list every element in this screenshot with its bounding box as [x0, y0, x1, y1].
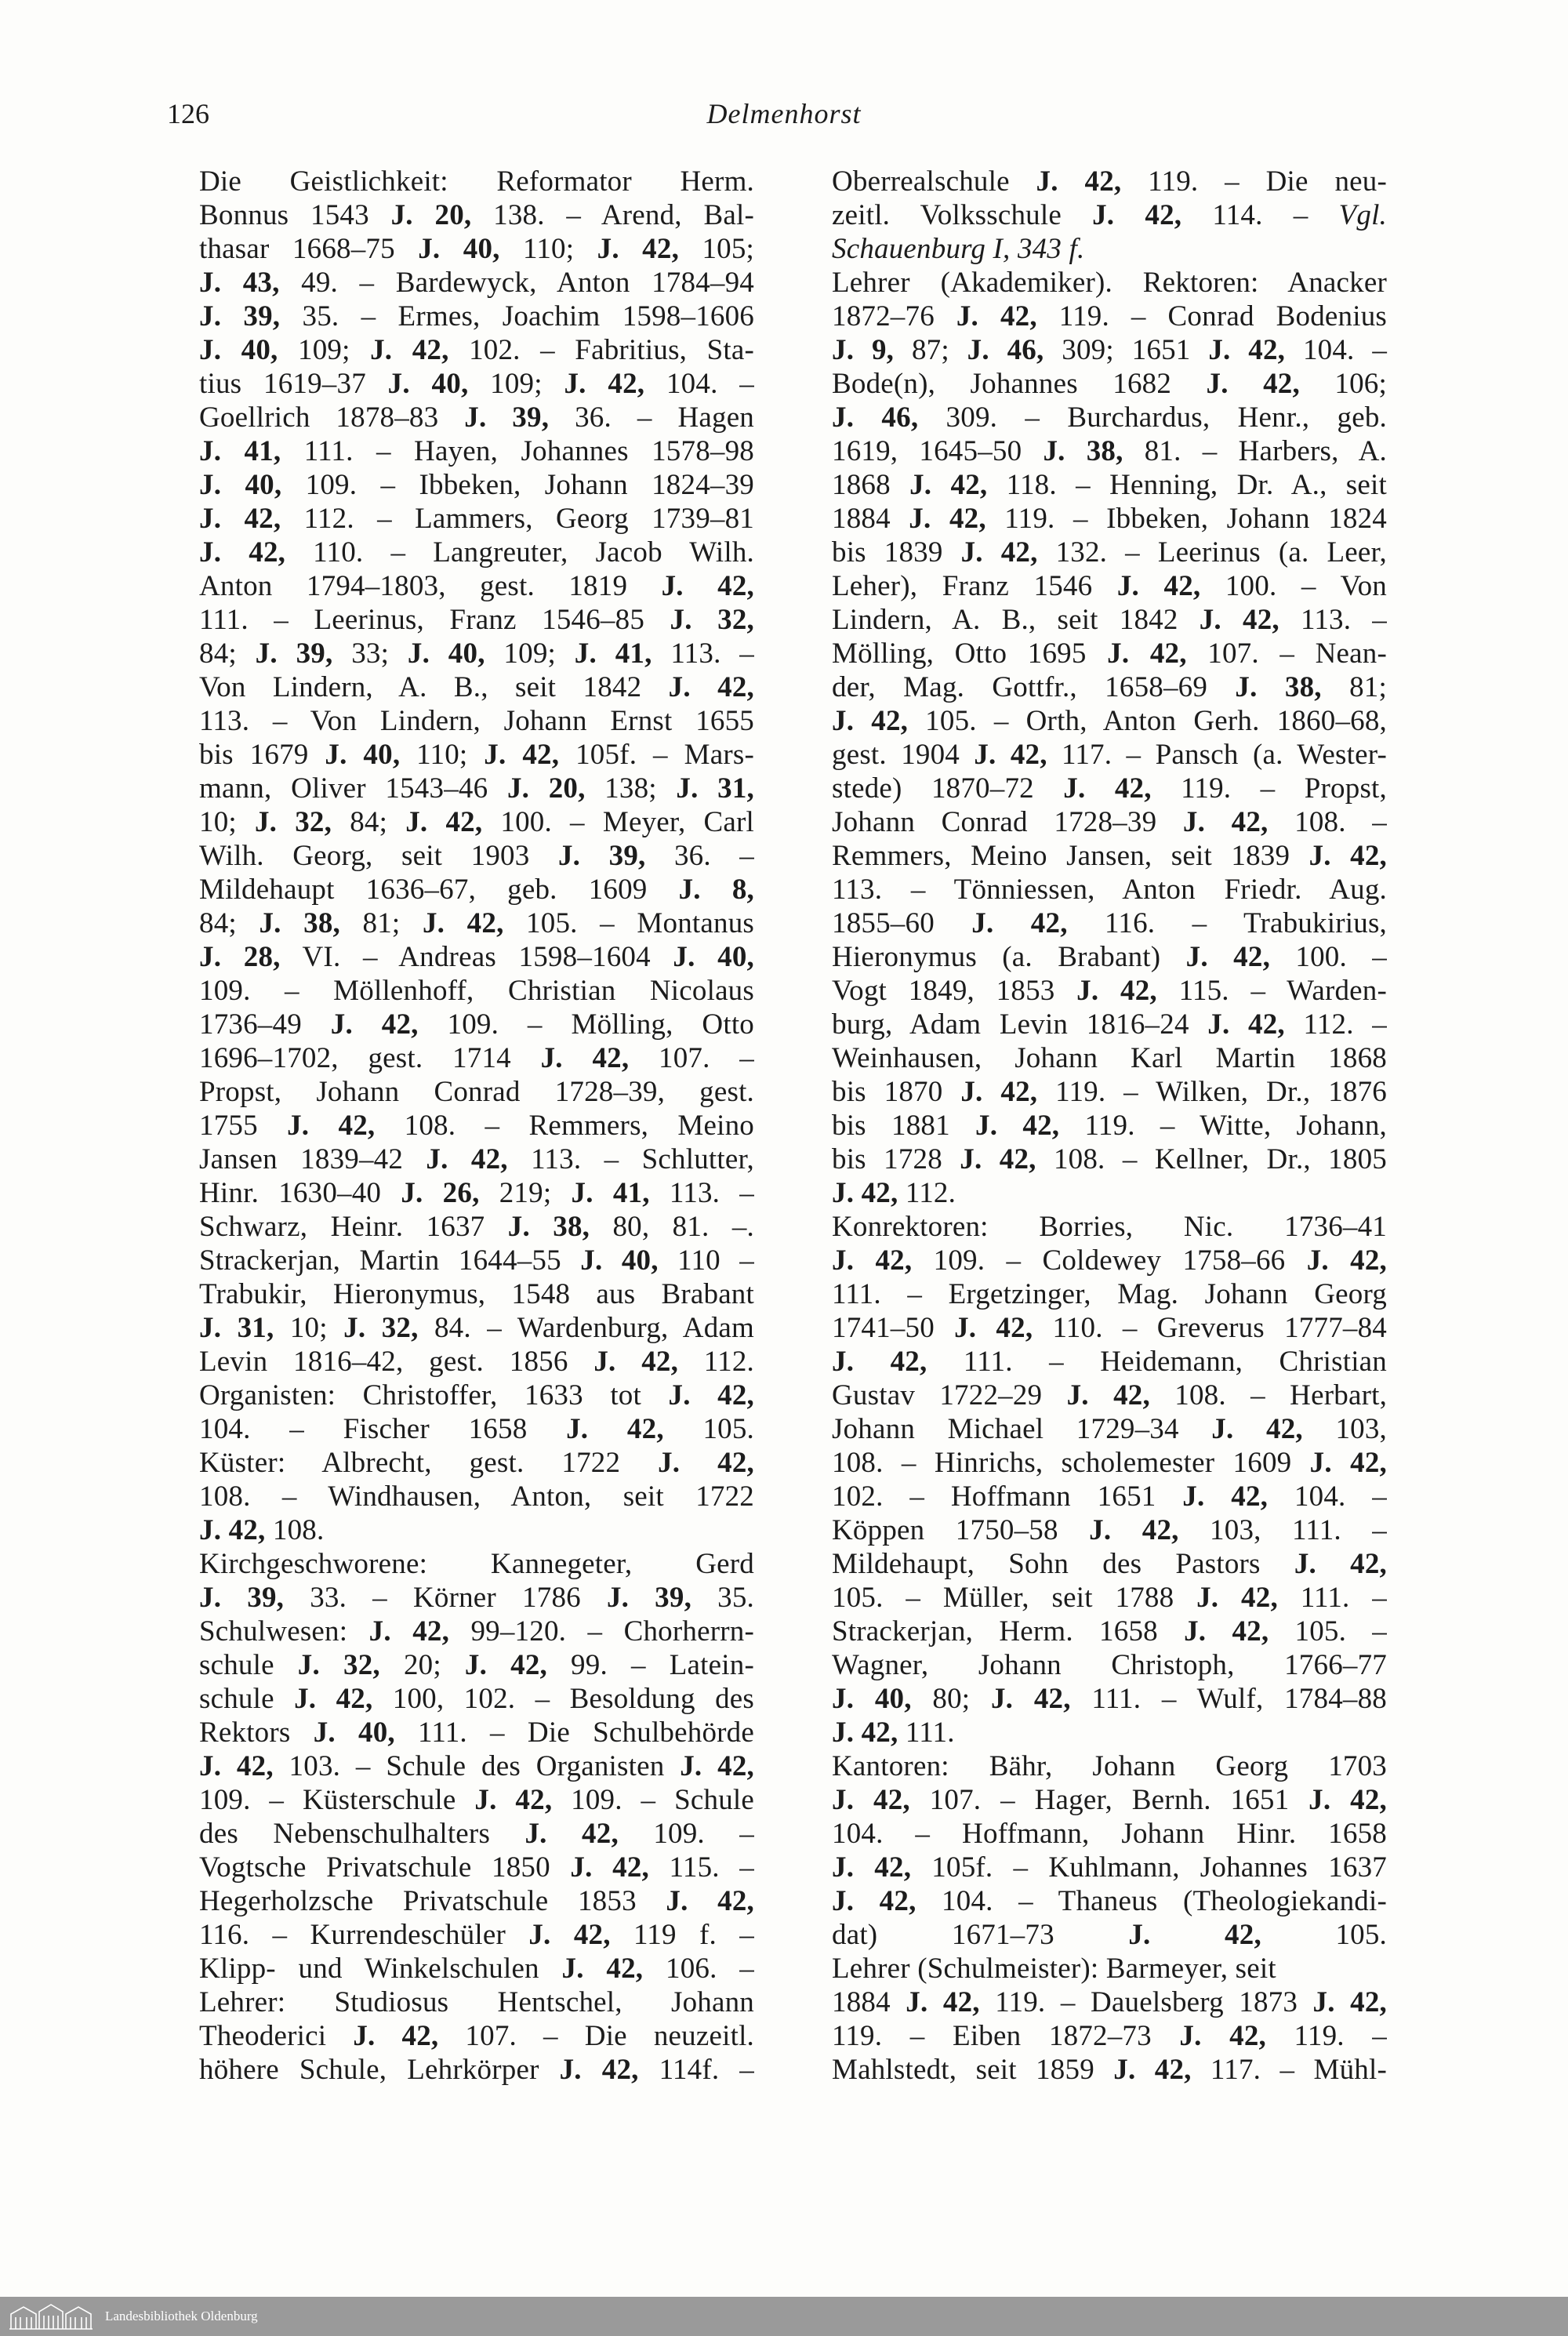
left-column-line: Strackerjan, Martin 1644–55 J. 40, 110 – — [199, 1244, 755, 1277]
left-column-line: 84; J. 39, 33; J. 40, 109; J. 41, 113. – — [199, 638, 755, 670]
left-column-line: Goellrich 1878–83 J. 39, 36. – Hagen — [199, 401, 755, 434]
right-column-line: Mölling, Otto 1695 J. 42, 107. – Nean- — [832, 638, 1387, 670]
right-column-line: zeitl. Volksschule J. 42, 114. – Vgl. — [832, 199, 1388, 231]
left-column-line: Kirchgeschworene: Kannegeter, Gerd — [199, 1548, 754, 1580]
left-column-line: J. 42, 110. – Langreuter, Jacob Wilh. — [199, 536, 754, 569]
right-column-line: J. 40, 80; J. 42, 111. – Wulf, 1784–88 — [832, 1683, 1388, 1715]
right-column-line: Konrektoren: Borries, Nic. 1736–41 — [832, 1211, 1387, 1243]
right-column-line: Wagner, Johann Christoph, 1766–77 — [832, 1649, 1387, 1681]
left-column-line: J. 40, 109; J. 42, 102. – Fabritius, Sta- — [199, 334, 755, 366]
left-column-line: J. 42, 112. – Lammers, Georg 1739–81 — [199, 503, 754, 535]
right-column-line: Mahlstedt, seit 1859 J. 42, 117. – Mühl- — [832, 2054, 1387, 2086]
left-column-line: J. 28, VI. – Andreas 1598–1604 J. 40, — [199, 941, 754, 973]
right-column-line: J. 46, 309. – Burchardus, Henr., geb. — [832, 401, 1387, 434]
left-column-line: 109. – Möllenhoff, Christian Nicolaus — [199, 975, 754, 1007]
left-column-line: Rektors J. 40, 111. – Die Schulbehörde — [199, 1717, 754, 1749]
left-column-line: schule J. 32, 20; J. 42, 99. – Latein- — [199, 1649, 754, 1681]
library-building-icon — [8, 2303, 94, 2330]
left-column-line: Organisten: Christoffer, 1633 tot J. 42, — [199, 1379, 755, 1411]
right-column-line: Leher), Franz 1546 J. 42, 100. – Von — [832, 570, 1388, 602]
left-column-line: Schwarz, Heinr. 1637 J. 38, 80, 81. –. — [199, 1211, 755, 1243]
left-column-line: Mildehaupt 1636–67, geb. 1609 J. 8, — [199, 874, 754, 906]
right-column-line: Vogt 1849, 1853 J. 42, 115. – Warden- — [832, 975, 1388, 1007]
right-column-line: bis 1728 J. 42, 108. – Kellner, Dr., 1805 — [832, 1143, 1387, 1175]
right-column-line: J. 42, 112. — [832, 1177, 956, 1209]
left-column-line: 116. – Kurrendeschüler J. 42, 119 f. – — [199, 1919, 754, 1951]
left-column-line: Schulwesen: J. 42, 99–120. – Chorherrn- — [199, 1615, 754, 1648]
left-column-line: Theoderici J. 42, 107. – Die neuzeitl. — [199, 2020, 755, 2052]
right-column-line: 1741–50 J. 42, 110. – Greverus 1777–84 — [832, 1312, 1387, 1344]
right-column-line: bis 1881 J. 42, 119. – Witte, Johann, — [832, 1110, 1387, 1142]
page-number: 126 — [167, 98, 209, 129]
left-column-line: 113. – Von Lindern, Johann Ernst 1655 — [199, 705, 754, 737]
right-column-line: J. 42, 105f. – Kuhlmann, Johannes 1637 — [832, 1851, 1387, 1884]
right-column-line: J. 42, 107. – Hager, Bernh. 1651 J. 42, — [832, 1784, 1387, 1816]
footer-bar — [0, 2297, 1568, 2336]
left-column-line: Küster: Albrecht, gest. 1722 J. 42, — [199, 1447, 754, 1479]
right-column-line: Schauenburg I, 343 f. — [832, 233, 1085, 265]
right-column-line: J. 42, 109. – Coldewey 1758–66 J. 42, — [832, 1244, 1388, 1277]
left-column-line: 10; J. 32, 84; J. 42, 100. – Meyer, Carl — [199, 806, 754, 838]
left-column-line: Levin 1816–42, gest. 1856 J. 42, 112. — [199, 1346, 754, 1378]
left-column-line: 1696–1702, gest. 1714 J. 42, 107. – — [199, 1042, 755, 1074]
left-column-line: J. 41, 111. – Hayen, Johannes 1578–98 — [199, 435, 754, 467]
right-column-line: J. 9, 87; J. 46, 309; 1651 J. 42, 104. – — [832, 334, 1388, 366]
right-column-line: J. 42, 105. – Orth, Anton Gerh. 1860–68, — [832, 705, 1387, 737]
right-column-line: Lehrer (Akademiker). Rektoren: Anacker — [832, 267, 1387, 299]
right-column-line: 1872–76 J. 42, 119. – Conrad Bodenius — [832, 300, 1387, 332]
left-column-line: Von Lindern, A. B., seit 1842 J. 42, — [199, 671, 754, 703]
left-column-line: J. 39, 33. – Körner 1786 J. 39, 35. — [199, 1582, 754, 1614]
left-column-line: bis 1679 J. 40, 110; J. 42, 105f. – Mars- — [199, 739, 755, 771]
left-column-line: Klipp- und Winkelschulen J. 42, 106. – — [199, 1953, 754, 1985]
left-column-line: 84; J. 38, 81; J. 42, 105. – Montanus — [199, 907, 755, 939]
right-column-line: Kantoren: Bähr, Johann Georg 1703 — [832, 1750, 1387, 1782]
right-column-line: Mildehaupt, Sohn des Pastors J. 42, — [832, 1548, 1388, 1580]
left-column-line: J. 43, 49. – Bardewyck, Anton 1784–94 — [199, 267, 754, 299]
left-column-line: 1755 J. 42, 108. – Remmers, Meino — [199, 1110, 755, 1142]
left-column-line: J. 39, 35. – Ermes, Joachim 1598–1606 — [199, 300, 754, 332]
left-column-line: Wilh. Georg, seit 1903 J. 39, 36. – — [199, 840, 755, 872]
left-column — [199, 165, 754, 2087]
right-column-line: stede) 1870–72 J. 42, 119. – Propst, — [832, 772, 1387, 805]
right-column — [832, 165, 1387, 2087]
right-column-line: bis 1870 J. 42, 119. – Wilken, Dr., 1876 — [832, 1076, 1388, 1108]
running-head: Delmenhorst — [706, 98, 862, 129]
left-column-line: 108. – Windhausen, Anton, seit 1722 — [199, 1480, 754, 1513]
right-column-line: 105. – Müller, seit 1788 J. 42, 111. – — [832, 1582, 1388, 1614]
right-column-line: Lindern, A. B., seit 1842 J. 42, 113. – — [832, 604, 1387, 636]
right-column-line: 113. – Tönniessen, Anton Friedr. Aug. — [832, 874, 1387, 906]
left-column-line: tius 1619–37 J. 40, 109; J. 42, 104. – — [199, 368, 754, 400]
footer-library-name: Landesbibliothek Oldenburg — [105, 2309, 258, 2323]
right-column-line: J. 42, 104. – Thaneus (Theologiekandi- — [832, 1885, 1387, 1917]
left-column-line: 109. – Küsterschule J. 42, 109. – Schule — [199, 1784, 754, 1816]
right-column-line: Johann Conrad 1728–39 J. 42, 108. – — [832, 806, 1387, 838]
right-column-line: Gustav 1722–29 J. 42, 108. – Herbart, — [832, 1379, 1388, 1411]
left-column-line: J. 31, 10; J. 32, 84. – Wardenburg, Adam — [199, 1312, 755, 1344]
right-column-line: Bode(n), Johannes 1682 J. 42, 106; — [832, 368, 1387, 400]
left-column-line: höhere Schule, Lehrkörper J. 42, 114f. – — [199, 2054, 754, 2086]
right-column-line: 1884 J. 42, 119. – Dauelsberg 1873 J. 42, — [832, 1986, 1388, 2018]
right-column-line: Strackerjan, Herm. 1658 J. 42, 105. – — [832, 1615, 1388, 1648]
right-column-line: Köppen 1750–58 J. 42, 103, 111. – — [832, 1514, 1387, 1546]
right-column-line: 1884 J. 42, 119. – Ibbeken, Johann 1824 — [832, 503, 1387, 535]
left-column-line: 111. – Leerinus, Franz 1546–85 J. 32, — [199, 604, 754, 636]
right-column-line: 1868 J. 42, 118. – Henning, Dr. A., seit — [832, 469, 1387, 501]
left-column-line: Vogtsche Privatschule 1850 J. 42, 115. – — [199, 1851, 755, 1884]
left-column-line: Hinr. 1630–40 J. 26, 219; J. 41, 113. – — [199, 1177, 754, 1209]
right-column-line: 1855–60 J. 42, 116. – Trabukirius, — [832, 907, 1387, 939]
left-column-line: J. 42, 108. — [199, 1514, 325, 1546]
right-column-line: J. 42, 111. — [832, 1717, 955, 1749]
right-column-line: Lehrer (Schulmeister): Barmeyer, seit — [832, 1953, 1276, 1985]
right-column-line: 104. – Hoffmann, Johann Hinr. 1658 — [832, 1818, 1387, 1850]
right-column-line: 108. – Hinrichs, scholemester 1609 J. 42, — [832, 1447, 1387, 1479]
left-column-line: schule J. 42, 100, 102. – Besoldung des — [199, 1683, 754, 1715]
right-column-line: bis 1839 J. 42, 132. – Leerinus (a. Leer, — [832, 536, 1387, 569]
left-column-line: Jansen 1839–42 J. 42, 113. – Schlutter, — [199, 1143, 754, 1175]
left-column-line: J. 40, 109. – Ibbeken, Johann 1824–39 — [199, 469, 755, 501]
left-column-line: 104. – Fischer 1658 J. 42, 105. — [199, 1413, 755, 1445]
right-column-line: 102. – Hoffmann 1651 J. 42, 104. – — [832, 1480, 1387, 1513]
right-column-line: Remmers, Meino Jansen, seit 1839 J. 42, — [832, 840, 1388, 872]
left-column-line: thasar 1668–75 J. 40, 110; J. 42, 105; — [199, 233, 755, 265]
right-column-line: Weinhausen, Johann Karl Martin 1868 — [832, 1042, 1387, 1074]
left-column-line: Trabukir, Hieronymus, 1548 aus Brabant — [199, 1278, 754, 1310]
right-column-line: J. 42, 111. – Heidemann, Christian — [832, 1346, 1388, 1378]
right-column-line: gest. 1904 J. 42, 117. – Pansch (a. Wester- — [832, 739, 1387, 771]
left-column-line: Lehrer: Studiosus Hentschel, Johann — [199, 1986, 754, 2018]
right-column-line: 111. – Ergetzinger, Mag. Johann Georg — [832, 1278, 1387, 1310]
right-column-line: burg, Adam Levin 1816–24 J. 42, 112. – — [832, 1008, 1388, 1041]
right-column-line: Johann Michael 1729–34 J. 42, 103, — [832, 1413, 1387, 1445]
left-column-line: des Nebenschulhalters J. 42, 109. – — [199, 1818, 755, 1850]
left-column-line: Bonnus 1543 J. 20, 138. – Arend, Bal- — [199, 199, 754, 231]
right-column-line: 1619, 1645–50 J. 38, 81. – Harbers, A. — [832, 435, 1387, 467]
right-column-line: dat) 1671–73 J. 42, 105. — [832, 1919, 1388, 1951]
right-column-line: der, Mag. Gottfr., 1658–69 J. 38, 81; — [832, 671, 1387, 703]
left-column-line: 1736–49 J. 42, 109. – Mölling, Otto — [199, 1008, 755, 1041]
left-column-line: Die Geistlichkeit: Reformator Herm. — [199, 165, 754, 198]
left-column-line: Anton 1794–1803, gest. 1819 J. 42, — [199, 570, 754, 602]
left-column-line: J. 42, 103. – Schule des Organisten J. 42, — [199, 1750, 754, 1782]
right-column-line: 119. – Eiben 1872–73 J. 42, 119. – — [832, 2020, 1387, 2052]
left-column-line: Propst, Johann Conrad 1728–39, gest. — [199, 1076, 754, 1108]
right-column-line: Hieronymus (a. Brabant) J. 42, 100. – — [832, 941, 1388, 973]
left-column-line: Hegerholzsche Privatschule 1853 J. 42, — [199, 1885, 755, 1917]
right-column-line: Oberrealschule J. 42, 119. – Die neu- — [832, 165, 1388, 198]
left-column-line: mann, Oliver 1543–46 J. 20, 138; J. 31, — [199, 772, 755, 805]
